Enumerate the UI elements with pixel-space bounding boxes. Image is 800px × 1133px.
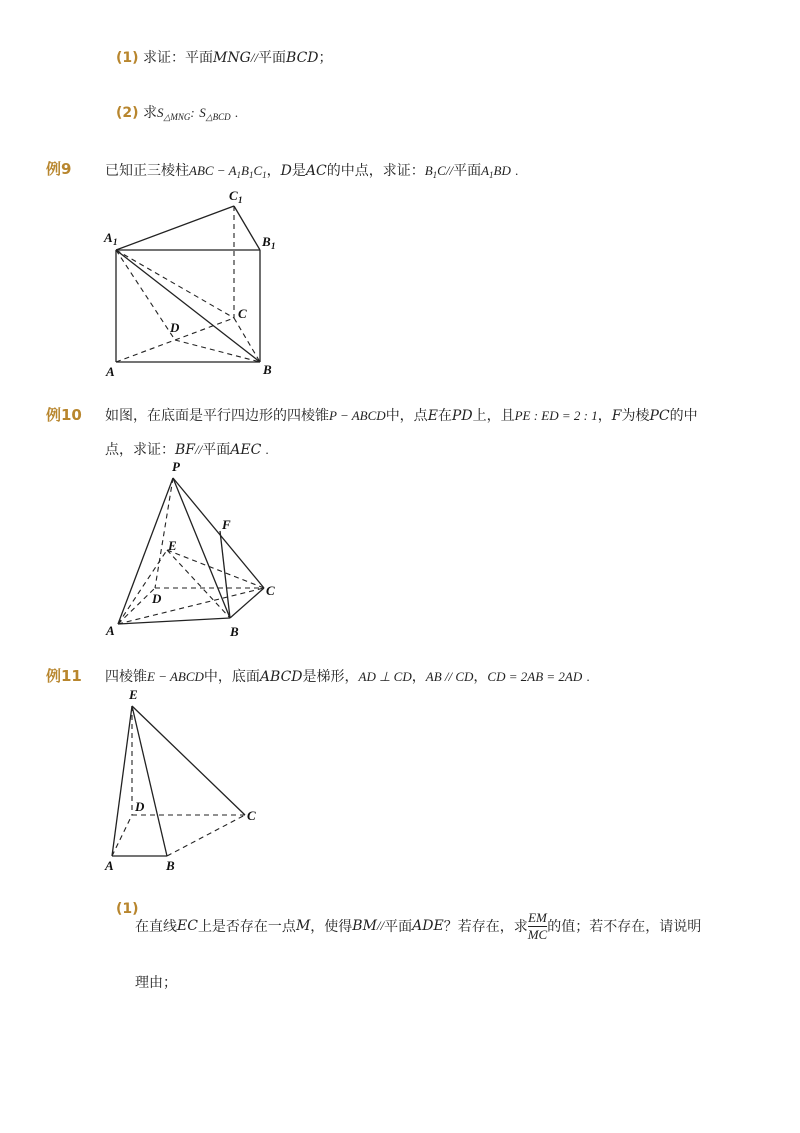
ex9-a1bd-rest: BD bbox=[493, 163, 511, 178]
ex11-q1-t3: ，使得 bbox=[310, 919, 353, 935]
ex11-end: . bbox=[586, 669, 590, 684]
ex9-label-c: C bbox=[238, 306, 247, 321]
ex11-q1-line2: 理由； bbox=[135, 975, 177, 991]
ex9-d: D bbox=[280, 163, 292, 179]
ex9-t1: 已知正三棱柱 bbox=[105, 163, 189, 179]
ex10-pd: PD bbox=[451, 408, 473, 424]
ex9-label-a: A bbox=[106, 364, 115, 379]
ex11-q1-m: M bbox=[295, 918, 311, 934]
part1-plane1: MNG bbox=[213, 50, 251, 66]
ex11-q1-frac-num: EM bbox=[528, 909, 547, 925]
ex11-figure bbox=[100, 684, 270, 876]
ex10-aec: AEC bbox=[230, 442, 262, 458]
ex11-label-a: A bbox=[105, 858, 114, 873]
ex11-q1-t5: ？若存在，求 bbox=[443, 919, 528, 935]
edge-e-a bbox=[112, 706, 132, 856]
edge-c-b bbox=[234, 318, 260, 362]
ex11-q1-ade: ADE bbox=[412, 918, 444, 934]
part1-text-b: 平面 bbox=[258, 50, 287, 66]
ex9-label-b: B bbox=[263, 362, 272, 377]
ex10-line1 bbox=[105, 405, 698, 425]
ex9-label: 例9 bbox=[46, 160, 72, 178]
ex11-q1-t1: 在直线 bbox=[135, 919, 177, 935]
ex10-line1-b: 中，点 bbox=[385, 408, 428, 424]
part1-end: ； bbox=[318, 50, 333, 66]
edge-e-b bbox=[132, 706, 167, 856]
edge-c1-b1 bbox=[234, 206, 260, 250]
part2-number: (2) bbox=[116, 105, 139, 121]
ex10-bf: BF bbox=[175, 442, 196, 458]
part1-number: (1) bbox=[116, 50, 139, 66]
part1-line bbox=[116, 47, 333, 67]
ex11-label-c: C bbox=[247, 808, 256, 823]
edge-p-d bbox=[155, 478, 173, 588]
ex11-q1-parallel: // bbox=[376, 918, 385, 933]
ex9-sub-1d: 1 bbox=[432, 170, 438, 180]
edge-b-c bbox=[230, 588, 264, 618]
ex9-t4: 的中点，求证： bbox=[326, 163, 425, 179]
ex9-b1c-c: C bbox=[437, 163, 446, 178]
ex9-t3: 是 bbox=[291, 163, 306, 179]
ex9-t2: ， bbox=[266, 163, 281, 179]
edge-e-c bbox=[132, 706, 245, 815]
ex10-line2-a: 点，求证： bbox=[105, 442, 175, 458]
ex9-sub-1c: 1 bbox=[262, 170, 267, 180]
ex11-sep1: ， bbox=[411, 669, 426, 685]
ex9-prism-b: B bbox=[241, 163, 249, 178]
ex9-ac: AC bbox=[305, 163, 327, 179]
ex11-q1-number: (1) bbox=[116, 901, 139, 917]
ex10-line1-a: 如图，在底面是平行四边形的四棱锥 bbox=[105, 408, 329, 424]
ex10-label-p: P bbox=[172, 459, 180, 474]
ex11-q1-frac-den: MC bbox=[527, 926, 548, 942]
ex10-label-f: F bbox=[222, 517, 231, 532]
edge-a-d bbox=[118, 588, 155, 624]
ex9-sub-1b: 1 bbox=[248, 170, 254, 180]
ex10-line1-c: 在 bbox=[437, 408, 452, 424]
ex9-label-c1: C bbox=[229, 188, 238, 203]
ex9-figure bbox=[100, 182, 290, 382]
ex9-end: . bbox=[515, 163, 519, 178]
ex11-c2: AB // CD bbox=[425, 669, 474, 684]
part2-s1: S bbox=[157, 105, 164, 120]
ex10-label-c: C bbox=[266, 583, 275, 598]
edge-a-c bbox=[118, 588, 264, 624]
ex10-parallel: // bbox=[195, 442, 203, 457]
part2-text-a: 求 bbox=[143, 105, 157, 121]
ex11-q1-t4: 平面 bbox=[384, 919, 413, 935]
edge-b-c bbox=[167, 815, 245, 856]
ex10-pc: PC bbox=[649, 408, 670, 424]
ex9-label-c1-sub: 1 bbox=[238, 195, 243, 205]
ex10-figure bbox=[100, 458, 290, 643]
part2-s2: S bbox=[199, 105, 206, 120]
ex10-line1-f: 为棱 bbox=[621, 408, 650, 424]
ex10-label-d: D bbox=[152, 591, 162, 606]
ex11-label: 例11 bbox=[46, 667, 82, 685]
ex9-parallel: // bbox=[445, 163, 454, 178]
edge-a-e bbox=[118, 550, 167, 624]
ex9-label-b1: B bbox=[262, 234, 271, 249]
ex11-label-b: B bbox=[166, 858, 175, 873]
ex10-label-e: E bbox=[168, 538, 177, 553]
ex10-line1-d: 上，且 bbox=[472, 408, 515, 424]
ex9-a1bd-a: A bbox=[481, 163, 490, 178]
ex11-t3: 是梯形， bbox=[302, 669, 359, 685]
ex11-abcd: ABCD bbox=[259, 669, 303, 685]
ex11-c3: CD = 2AB = 2AD bbox=[487, 669, 583, 684]
edge-e-b bbox=[167, 550, 230, 618]
edge-a-b bbox=[118, 618, 230, 624]
ex9-label-b1-sub: 1 bbox=[271, 241, 276, 251]
ex9-label-d: D bbox=[170, 320, 180, 335]
ex10-label-b: B bbox=[230, 624, 239, 639]
part2-end: . bbox=[235, 105, 239, 120]
edge-a1-d bbox=[116, 250, 175, 340]
ex10-line1-e: ， bbox=[597, 408, 612, 424]
ex10-label-a: A bbox=[106, 623, 115, 638]
part2-colon: : bbox=[190, 105, 195, 120]
ex11-q1-t2: 上是否存在一点 bbox=[197, 919, 296, 935]
ex11-statement bbox=[105, 666, 590, 686]
ex10-pyr: P − ABCD bbox=[329, 408, 386, 423]
part1-plane2: BCD bbox=[286, 50, 319, 66]
ex10-label: 例10 bbox=[46, 406, 82, 424]
part1-parallel: // bbox=[250, 50, 259, 65]
ex11-label-d: D bbox=[135, 799, 145, 814]
ex10-line2 bbox=[105, 439, 269, 459]
ex11-pyr: E − ABCD bbox=[147, 669, 204, 684]
ex11-c1: AD ⊥ CD bbox=[358, 669, 412, 684]
ex9-prism: ABC − A bbox=[189, 163, 237, 178]
part2-sub1: △MNG bbox=[163, 112, 191, 122]
ex9-sub-1a: 1 bbox=[236, 170, 242, 180]
ex10-ratio: PE : ED = 2 : 1 bbox=[514, 408, 598, 423]
ex9-sub-1e: 1 bbox=[489, 170, 494, 180]
ex11-q1-bm: BM bbox=[352, 918, 377, 934]
ex11-t2: 中，底面 bbox=[203, 669, 260, 685]
ex11-q1-line1 bbox=[135, 898, 701, 954]
ex11-sep2: ， bbox=[473, 669, 488, 685]
edge-p-a bbox=[118, 478, 173, 624]
ex9-label-a1: A bbox=[104, 230, 113, 245]
ex10-line2-b: 平面 bbox=[202, 442, 231, 458]
part2-sub2: △BCD bbox=[205, 112, 231, 122]
ex9-t5: 平面 bbox=[453, 163, 482, 179]
part1-text-a: 求证：平面 bbox=[143, 50, 213, 66]
edge-d-b bbox=[175, 340, 260, 362]
ex9-b1c-b: B bbox=[424, 163, 433, 178]
ex9-label-a1-sub: 1 bbox=[113, 237, 118, 247]
ex11-q1-t6: 的值；若不存在，请说明 bbox=[547, 919, 702, 935]
ex10-e: E bbox=[427, 408, 438, 424]
ex10-end: . bbox=[265, 442, 269, 457]
ex9-prism-c: C bbox=[253, 163, 263, 178]
ex9-statement bbox=[105, 160, 519, 180]
edge-a1-c bbox=[116, 250, 234, 318]
part2-line bbox=[116, 102, 238, 122]
ex10-line1-g: 的中 bbox=[669, 408, 698, 424]
ex10-f: F bbox=[611, 408, 622, 424]
ex11-label-e: E bbox=[129, 687, 138, 702]
ex11-q1-fraction bbox=[528, 910, 548, 943]
ex11-q1-ec: EC bbox=[177, 918, 198, 934]
edge-a1-c1 bbox=[116, 206, 234, 250]
ex11-t1: 四棱锥 bbox=[105, 669, 147, 685]
